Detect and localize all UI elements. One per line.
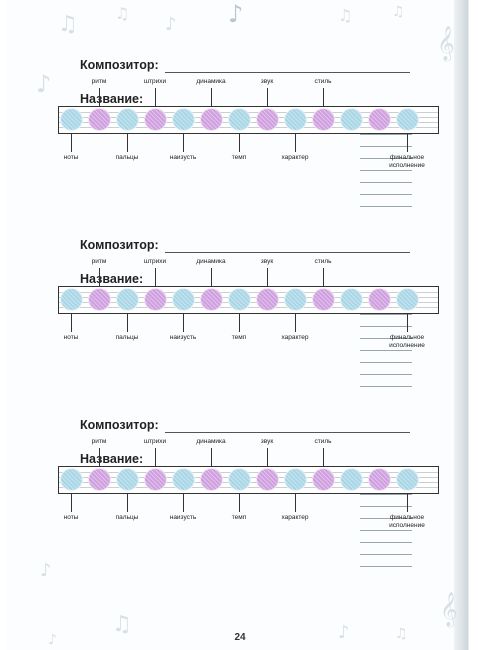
stage-label-top: звук	[260, 438, 274, 445]
page-number: 24	[234, 632, 246, 643]
stage-connector	[239, 134, 240, 152]
progress-circle-blue[interactable]	[60, 468, 83, 491]
progress-circle-blue[interactable]	[60, 108, 83, 131]
stage-label-top: динамика	[196, 258, 226, 265]
progress-circle-blue[interactable]	[228, 108, 251, 131]
stage-label-bottom: ноты	[63, 334, 79, 341]
stage-connector	[71, 494, 72, 512]
progress-circle-pink[interactable]	[144, 468, 167, 491]
progress-circle-pink[interactable]	[312, 288, 335, 311]
note-line[interactable]	[360, 362, 412, 363]
note-line[interactable]	[360, 194, 412, 195]
stage-connector	[155, 448, 156, 466]
progress-circle-pink[interactable]	[312, 108, 335, 131]
progress-circle-blue[interactable]	[284, 288, 307, 311]
composer-field[interactable]	[165, 432, 410, 433]
progress-circle-pink[interactable]	[88, 288, 111, 311]
progress-circle-blue[interactable]	[172, 468, 195, 491]
stage-label-bottom: темп	[231, 334, 247, 341]
progress-circle-pink[interactable]	[88, 468, 111, 491]
stage-connector	[295, 494, 296, 512]
music-note-icon: ♪	[228, 0, 244, 28]
composer-label: Композитор:	[80, 58, 159, 72]
stage-label-top: звук	[260, 258, 274, 265]
stage-connector	[239, 494, 240, 512]
stage-connector	[211, 88, 212, 106]
stage-label-top: штрихи	[143, 258, 167, 265]
progress-circle-blue[interactable]	[172, 288, 195, 311]
stage-connector	[99, 448, 100, 466]
progress-circle-blue[interactable]	[60, 288, 83, 311]
stage-connector	[323, 268, 324, 286]
music-note-icon: ♫	[115, 4, 130, 23]
composer-field[interactable]	[165, 72, 410, 73]
note-line[interactable]	[360, 566, 412, 567]
practice-section	[0, 412, 480, 602]
progress-circle-pink[interactable]	[368, 108, 391, 131]
stage-label-top: стиль	[314, 258, 332, 265]
stage-connector	[407, 314, 408, 332]
music-note-icon: ♪	[165, 14, 177, 35]
title-label: Название:	[80, 272, 144, 286]
progress-circle-pink[interactable]	[200, 288, 223, 311]
music-note-icon: ♫	[338, 6, 353, 25]
music-note-icon: ♪	[36, 70, 52, 98]
stage-label-bottom: ноты	[63, 154, 79, 161]
progress-circle-blue[interactable]	[340, 108, 363, 131]
progress-circle-blue[interactable]	[172, 108, 195, 131]
note-line[interactable]	[360, 350, 412, 351]
progress-circle-blue[interactable]	[284, 108, 307, 131]
stage-connector	[295, 134, 296, 152]
music-note-icon: ♫	[112, 612, 132, 637]
stage-connector	[127, 134, 128, 152]
stage-label-bottom: финальное исполнение	[389, 514, 425, 529]
stage-label-top: стиль	[314, 438, 332, 445]
stage-connector	[99, 268, 100, 286]
progress-circle-blue[interactable]	[116, 288, 139, 311]
progress-circle-pink[interactable]	[368, 288, 391, 311]
stage-connector	[267, 88, 268, 106]
stage-connector	[99, 88, 100, 106]
stage-label-bottom: пальцы	[115, 514, 139, 521]
stage-connector	[183, 314, 184, 332]
progress-circle-blue[interactable]	[228, 468, 251, 491]
stage-connector	[155, 268, 156, 286]
stage-connector	[71, 314, 72, 332]
stage-connector	[211, 448, 212, 466]
note-line[interactable]	[360, 506, 412, 507]
progress-circle-pink[interactable]	[144, 288, 167, 311]
stage-connector	[183, 134, 184, 152]
stage-label-top: штрихи	[143, 78, 167, 85]
progress-circle-blue[interactable]	[116, 468, 139, 491]
stage-label-top: звук	[260, 78, 274, 85]
stage-label-top: ритм	[91, 258, 107, 265]
note-line[interactable]	[360, 374, 412, 375]
stage-label-bottom: пальцы	[115, 154, 139, 161]
title-label: Название:	[80, 452, 144, 466]
progress-circle-pink[interactable]	[88, 108, 111, 131]
note-line[interactable]	[360, 182, 412, 183]
stage-label-bottom: наизусть	[169, 334, 197, 341]
practice-section	[0, 232, 480, 422]
stage-connector	[407, 134, 408, 152]
stage-label-bottom: темп	[231, 514, 247, 521]
stage-connector	[407, 494, 408, 512]
note-line[interactable]	[360, 386, 412, 387]
stage-connector	[155, 88, 156, 106]
stage-connector	[239, 314, 240, 332]
stage-connector	[127, 314, 128, 332]
music-note-icon: ♪	[40, 560, 52, 581]
note-line[interactable]	[360, 170, 412, 171]
stage-label-top: штрихи	[143, 438, 167, 445]
stage-label-top: ритм	[91, 78, 107, 85]
composer-field[interactable]	[165, 252, 410, 253]
progress-circle-blue[interactable]	[396, 288, 419, 311]
note-line[interactable]	[360, 146, 412, 147]
stage-label-bottom: характер	[281, 514, 309, 521]
stage-label-top: динамика	[196, 78, 226, 85]
stage-label-bottom: пальцы	[115, 334, 139, 341]
stage-label-bottom: характер	[281, 334, 309, 341]
note-line[interactable]	[360, 134, 412, 135]
progress-circle-pink[interactable]	[200, 468, 223, 491]
note-line[interactable]	[360, 494, 412, 495]
stage-label-bottom: характер	[281, 154, 309, 161]
note-line[interactable]	[360, 542, 412, 543]
composer-label: Композитор:	[80, 418, 159, 432]
progress-circle-pink[interactable]	[256, 288, 279, 311]
stage-connector	[323, 448, 324, 466]
stage-connector	[183, 494, 184, 512]
progress-circle-pink[interactable]	[256, 108, 279, 131]
progress-circle-blue[interactable]	[396, 108, 419, 131]
stage-connector	[267, 448, 268, 466]
stage-connector	[127, 494, 128, 512]
stage-label-bottom: наизусть	[169, 154, 197, 161]
music-note-icon: ♪	[48, 632, 57, 648]
practice-section	[0, 52, 480, 242]
progress-circle-pink[interactable]	[312, 468, 335, 491]
treble-clef-icon: 𝄞	[440, 592, 458, 627]
progress-circle-blue[interactable]	[340, 288, 363, 311]
composer-label: Композитор:	[80, 238, 159, 252]
progress-circle-blue[interactable]	[228, 288, 251, 311]
note-line[interactable]	[360, 554, 412, 555]
note-line[interactable]	[360, 530, 412, 531]
stage-label-top: ритм	[91, 438, 107, 445]
stage-label-bottom: ноты	[63, 514, 79, 521]
stage-label-bottom: темп	[231, 154, 247, 161]
note-line[interactable]	[360, 314, 412, 315]
stage-connector	[295, 314, 296, 332]
music-note-icon: ♫	[395, 626, 408, 642]
title-label: Название:	[80, 92, 144, 106]
stage-label-bottom: наизусть	[169, 514, 197, 521]
stage-connector	[267, 268, 268, 286]
music-note-icon: ♪	[338, 622, 350, 643]
stage-label-bottom: финальное исполнение	[389, 334, 425, 349]
progress-circle-blue[interactable]	[116, 108, 139, 131]
stage-connector	[211, 268, 212, 286]
progress-circle-blue[interactable]	[396, 468, 419, 491]
progress-circle-blue[interactable]	[340, 468, 363, 491]
stage-label-bottom: финальное исполнение	[389, 154, 425, 169]
note-line[interactable]	[360, 326, 412, 327]
stage-label-top: стиль	[314, 78, 332, 85]
progress-circle-pink[interactable]	[256, 468, 279, 491]
progress-circle-pink[interactable]	[144, 108, 167, 131]
stage-label-top: динамика	[196, 438, 226, 445]
progress-circle-pink[interactable]	[368, 468, 391, 491]
music-note-icon: ♫	[58, 12, 78, 37]
progress-circle-pink[interactable]	[200, 108, 223, 131]
note-line[interactable]	[360, 206, 412, 207]
stage-connector	[71, 134, 72, 152]
stage-connector	[323, 88, 324, 106]
treble-clef-icon: 𝄞	[437, 26, 455, 61]
music-note-icon: ♫	[392, 4, 405, 20]
progress-circle-blue[interactable]	[284, 468, 307, 491]
